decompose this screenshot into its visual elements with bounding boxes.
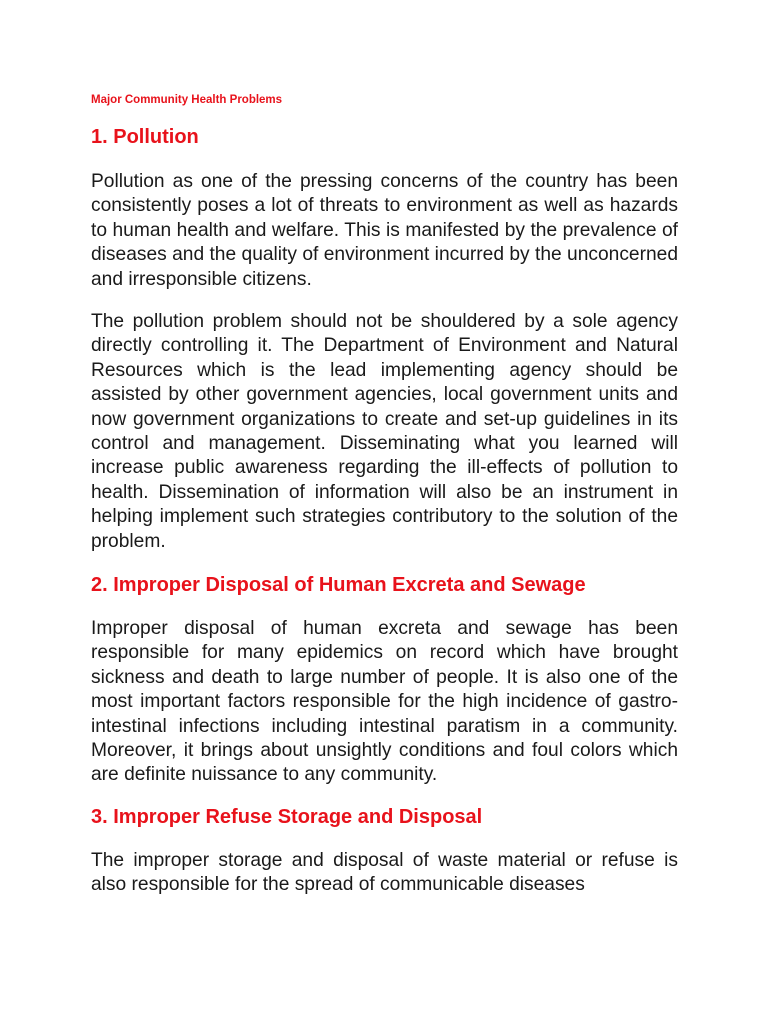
section-heading-refuse-storage: 3. Improper Refuse Storage and Disposal (91, 806, 483, 828)
paragraph-pollution-2: The pollution problem should not be shouldered by a sole agency directly controlling it. The Department of Environment and Natural Resources which is the lead implementing agency should be assisted by other government agencies, local government units and now government organizations to create and set-up guidelines in its control and management. Disseminating what you learned will increase public awareness regarding the ill-effects of pollution to health. Dissemination of information will also be an instrument in helping implement such strategies contributory to the solution of the problem. (91, 311, 678, 552)
paragraph-pollution-1: Pollution as one of the pressing concerns of the country has been consistently poses a lot of threats to environment as well as hazards to human health and welfare. This is manifested by the prevalence of diseases and the quality of environment incurred by the unconcerned and irresponsible citizens. (91, 171, 678, 290)
paragraph-refuse-storage-1: The improper storage and disposal of waste material or refuse is also responsible for the spread of communicable diseases (91, 850, 678, 896)
paragraph-excreta-sewage-1: Improper disposal of human excreta and sewage has been responsible for many epidemics on record which have brought sickness and death to large number of people. It is also one of the most important factors responsible for the high incidence of gastro-intestinal infections including intestinal paratism in a community. Moreover, it brings about unsightly conditions and foul colors which are definite nuissance to any community. (91, 618, 678, 786)
section-heading-pollution: 1. Pollution (91, 126, 199, 148)
document-title: Major Community Health Problems (91, 94, 283, 106)
section-heading-excreta-sewage: 2. Improper Disposal of Human Excreta and Sewage (91, 574, 586, 596)
